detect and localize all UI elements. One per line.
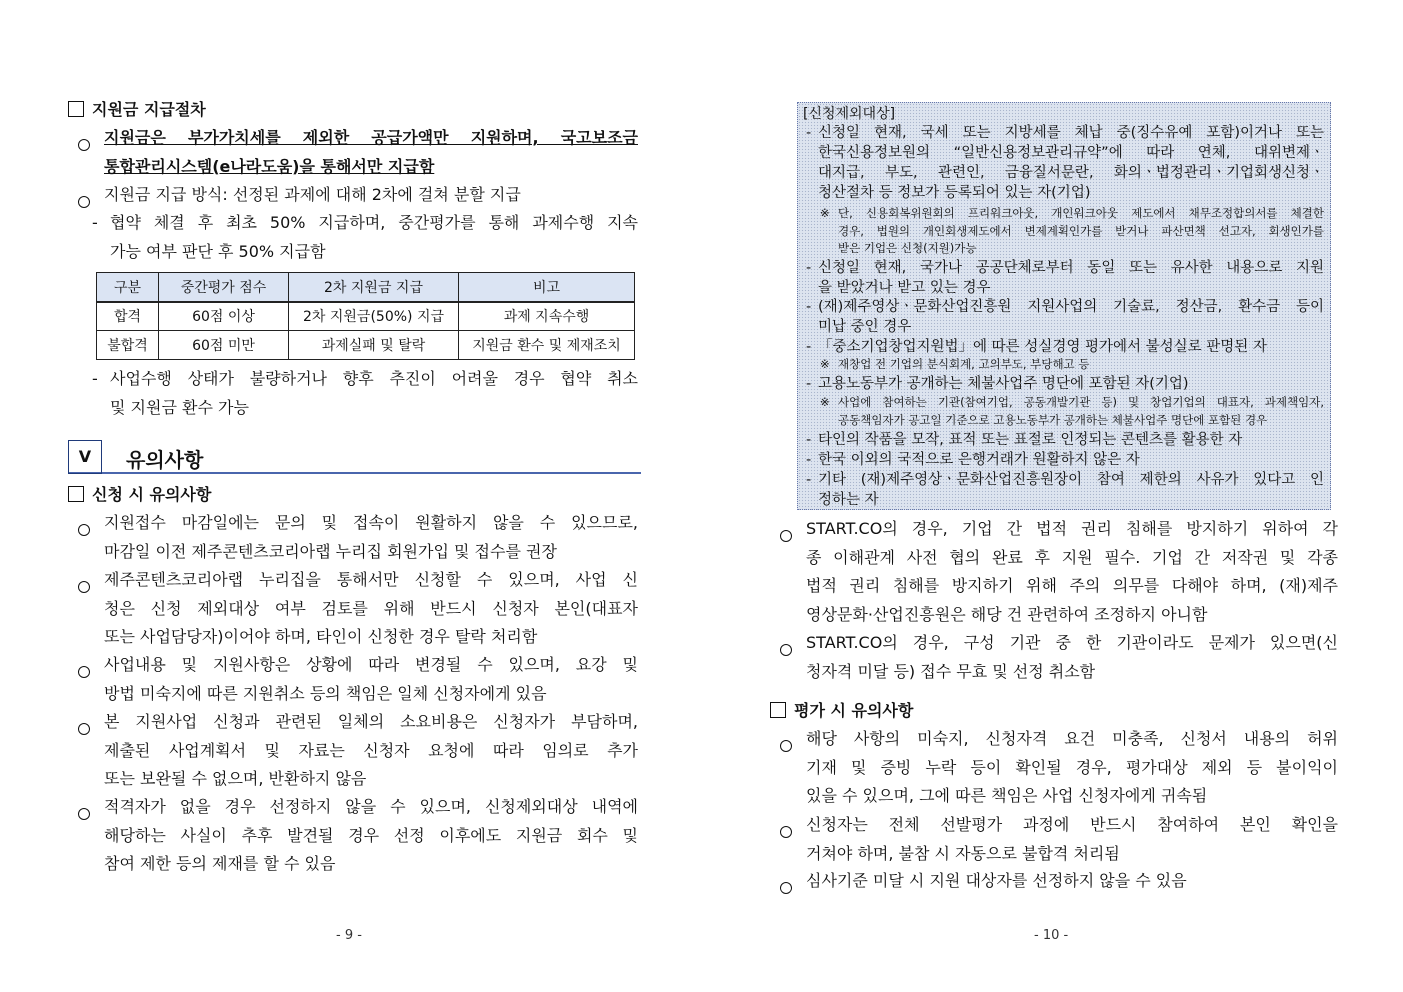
- circle-bullet-icon: [78, 808, 90, 820]
- exclusion-note: ※ 단, 신용회복위원회의 프리워크아웃, 개인워크아웃 제도에서 채무조정합의서를 체결한 경우, 법원의 개인회생제도에서 변제계획인가를 받거나 파산면책 선고자, 회생인가를 받은 기업은 신청(지원)가능: [820, 206, 1324, 255]
- table-cell: 불합격: [97, 331, 159, 360]
- table-header: 구분: [97, 273, 159, 302]
- evaluation-table: [96, 272, 635, 360]
- chapter-number: V: [68, 440, 102, 474]
- page-number: - 10 -: [1034, 928, 1069, 943]
- exclusion-heading: [신청제외대상]: [803, 106, 896, 122]
- list-item: 지원접수 마감일에는 문의 및 접속이 원활하지 않을 수 있으므로, 마감일 이전 제주콘텐츠코리아랩 누리집 회원가입 및 접수를 권장: [78, 509, 638, 566]
- table-header: 2차 지원금 지급: [289, 273, 459, 302]
- table-cell: 합격: [97, 302, 159, 331]
- page-9: [0, 0, 701, 992]
- table-header-row: [97, 273, 635, 302]
- exclusion-note: ※ 재창업 전 기업의 분식회계, 고의부도, 부당해고 등: [820, 357, 1090, 371]
- circle-bullet-icon: [780, 740, 792, 752]
- list-item: 지원금은 부가가치세를 제외한 공급가액만 지원하며, 국고보조금 통합관리시스템(e나라도움)을 통해서만 지급함: [78, 124, 638, 181]
- table-row: [97, 302, 635, 331]
- list-item: 심사기준 미달 시 지원 대상자를 선정하지 않을 수 있음: [780, 867, 1338, 896]
- circle-bullet-icon: [78, 196, 90, 208]
- table-cell: 과제실패 및 탈락: [289, 331, 459, 360]
- section-heading-evaluation-notes: 평가 시 유의사항: [770, 700, 913, 722]
- dash-item: - 사업수행 상태가 불량하거나 향후 추진이 어려울 경우 협약 취소 및 지원금 환수 가능: [92, 369, 638, 417]
- circle-bullet-icon: [78, 139, 90, 151]
- exclusion-item: - 고용노동부가 공개하는 체불사업주 명단에 포함된 자(기업): [806, 376, 1189, 392]
- list-item: 사업내용 및 지원사항은 상황에 따라 변경될 수 있으며, 요강 및 방법 미숙지에 따른 지원취소 등의 책임은 일체 신청자에게 있음: [78, 651, 638, 708]
- list-item: 해당 사항의 미숙지, 신청자격 요건 미충족, 신청서 내용의 허위 기재 및 증빙 누락 등이 확인될 경우, 평가대상 제외 등 불이익이 있을 수 있으며, 그에 따른 책임은 사업 신청자에게 귀속됨: [780, 725, 1338, 811]
- table-cell: 2차 지원금(50%) 지급: [289, 302, 459, 331]
- exclusion-item: - 한국 이외의 국적으로 은행거래가 원활하지 않은 자: [806, 452, 1140, 468]
- exclusion-item: - 신청일 현재, 국세 또는 지방세를 체납 중(징수유예 포함)이거나 또는 한국신용정보원의 “일반신용정보관리규약”에 따라 연체, 대위변제ㆍ 대지급, 부도, 관련인, 금융질서문란, 화의ㆍ법정관리ㆍ기업회생신청ㆍ 청산절차 등 정보가 등록되어 있는 자(기업): [806, 125, 1324, 201]
- dash-item: - 협약 체결 후 최초 50% 지급하며, 중간평가를 통해 과제수행 지속 가능 여부 판단 후 50% 지급함: [92, 213, 638, 261]
- circle-bullet-icon: [780, 882, 792, 894]
- exclusion-item: - 신청일 현재, 국가나 공공단체로부터 동일 또는 유사한 내용으로 지원 을 받았거나 받고 있는 경우: [806, 260, 1324, 296]
- list-item: 신청자는 전체 선발평가 과정에 반드시 참여하여 본인 확인을 거쳐야 하며, 불참 시 자동으로 불합격 처리됨: [780, 811, 1338, 868]
- list-item: START.CO의 경우, 기업 간 법적 권리 침해를 방지하기 위하여 각 종 이해관계 사전 협의 완료 후 지원 필수. 기업 간 저작권 및 각종 법적 권리 침해를 방지하기 위해 주의 의무를 다해야 하며, (재)제주 영상문화·산업진흥원은 해당 건 관련하여 조정하지 아니함: [780, 515, 1338, 629]
- square-bullet-icon: [68, 486, 84, 502]
- table-cell: 60점 이상: [159, 302, 289, 331]
- table-cell: 지원금 환수 및 제재조치: [459, 331, 635, 360]
- exclusion-note: ※ 사업에 참여하는 기관(참여기업, 공동개발기관 등) 및 창업기업의 대표자, 과제책임자, 공동책임자가 공고일 기준으로 고용노동부가 공개하는 체불사업주 명단에 포함된 경우: [820, 395, 1324, 427]
- exclusion-box: [797, 102, 1331, 510]
- table-row: [97, 331, 635, 360]
- square-bullet-icon: [770, 702, 786, 718]
- table-cell: 60점 미만: [159, 331, 289, 360]
- list-item: START.CO의 경우, 구성 기관 중 한 기관이라도 문제가 있으면(신 청자격 미달 등) 접수 무효 및 선정 취소함: [780, 629, 1338, 686]
- circle-bullet-icon: [78, 524, 90, 536]
- page-number: - 9 -: [336, 928, 362, 943]
- table-cell: 과제 지속수행: [459, 302, 635, 331]
- list-item: 적격자가 없을 경우 선정하지 않을 수 있으며, 신청제외대상 내역에 해당하는 사실이 추후 발견될 경우 선정 이후에도 지원금 회수 및 참여 제한 등의 제재를 할 수 있음: [78, 793, 638, 879]
- table-header: 중간평가 점수: [159, 273, 289, 302]
- list-item: 지원금 지급 방식: 선정된 과제에 대해 2차에 걸쳐 분할 지급: [78, 181, 638, 210]
- square-bullet-icon: [68, 101, 84, 117]
- circle-bullet-icon: [78, 581, 90, 593]
- circle-bullet-icon: [78, 723, 90, 735]
- section-heading-application-notes: 신청 시 유의사항: [68, 484, 211, 506]
- exclusion-item: - 「중소기업창업지원법」에 따른 성실경영 평가에서 불성실로 판명된 자: [806, 339, 1267, 355]
- chapter-title: 유의사항: [126, 448, 204, 472]
- exclusion-item: - 타인의 작품을 모작, 표적 또는 표절로 인정되는 콘텐츠를 활용한 자: [806, 432, 1243, 448]
- exclusion-item: - (재)제주영상ㆍ문화산업진흥원 지원사업의 기술료, 정산금, 환수금 등이 미납 중인 경우: [806, 299, 1324, 335]
- circle-bullet-icon: [78, 666, 90, 678]
- chapter-heading: [68, 440, 641, 474]
- list-item: 제주콘텐츠코리아랩 누리집을 통해서만 신청할 수 있으며, 사업 신 청은 신청 제외대상 여부 검토를 위해 반드시 신청자 본인(대표자 또는 사업담당자)이어야 하며, 타인이 신청한 경우 탈락 처리함: [78, 566, 638, 652]
- section-heading-payment-procedure: 지원금 지급절차: [68, 99, 206, 121]
- exclusion-item: - 기타 (재)제주영상ㆍ문화산업진흥원장이 참여 제한의 사유가 있다고 인 정하는 자: [806, 472, 1324, 508]
- list-item: 본 지원사업 신청과 관련된 일체의 소요비용은 신청자가 부담하며, 제출된 사업계획서 및 자료는 신청자 요청에 따라 임의로 추가 또는 보완될 수 없으며, 반환하지 않음: [78, 708, 638, 794]
- circle-bullet-icon: [780, 826, 792, 838]
- circle-bullet-icon: [780, 530, 792, 542]
- table-header: 비고: [459, 273, 635, 302]
- circle-bullet-icon: [780, 644, 792, 656]
